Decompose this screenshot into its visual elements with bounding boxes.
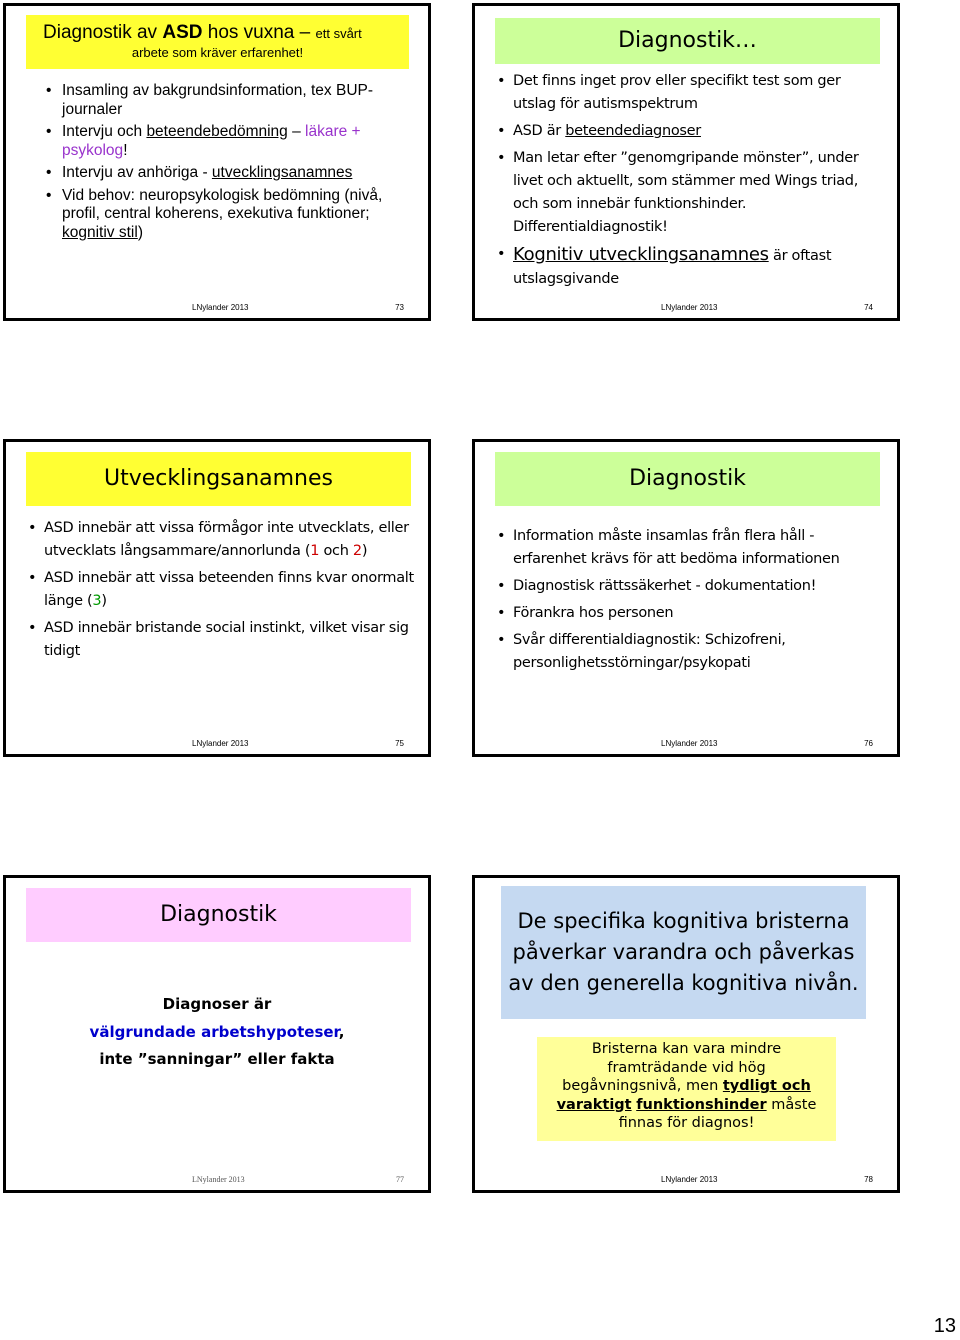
list-item: • Insamling av bakgrundsinformation, tex BUP-journaler <box>46 82 374 118</box>
slide-title <box>26 888 411 942</box>
slide-title <box>26 452 411 506</box>
list-item: • ASD är beteendediagnoser <box>497 123 701 139</box>
title-text: De specifika kognitiva bristerna påverkar varandra och påverkas av den generella kognitiva nivån. <box>508 909 859 995</box>
slide-76 <box>472 439 900 757</box>
bullet-list <box>44 82 394 246</box>
slide-number: 74 <box>864 303 873 312</box>
footer-author: LNylander 2013 <box>661 1175 718 1184</box>
title-prefix: Diagnostik av <box>43 22 163 43</box>
slide-title <box>495 18 880 64</box>
title-text: Diagnostik… <box>618 28 757 53</box>
title-line2: arbete som kräver erfarenhet! <box>131 45 304 60</box>
list-item: • ASD innebär bristande social instinkt, vilket visar sig tidigt <box>28 620 409 659</box>
list-item: • Det finns inget prov eller specifikt test som ger utslag för autismspektrum <box>497 73 841 112</box>
title-dash: – <box>294 22 316 43</box>
footer-author: LNylander 2013 <box>192 303 249 312</box>
note-box: Bristerna kan vara mindre framträdande vid hög begåvningsnivå, men tydligt och varaktigt funktionshinder måste finnas för diagnos! <box>537 1037 836 1141</box>
footer-author: LNylander 2013 <box>192 739 249 748</box>
list-item: • ASD innebär att vissa förmågor inte utvecklats, eller utvecklats långsammare/annorlunda (1 och 2) <box>28 520 409 559</box>
slide-title <box>26 15 409 69</box>
slide-73 <box>3 3 431 321</box>
slide-74 <box>472 3 900 321</box>
footer-author: LNylander 2013 <box>661 739 718 748</box>
title-text: Diagnostik <box>629 466 746 491</box>
statement-line-3: inte ”sanningar” eller fakta <box>99 1050 335 1068</box>
statement <box>6 991 428 1074</box>
list-item: • Svår differentialdiagnostik: Schizofreni, personlighetsstörningar/psykopati <box>497 632 786 671</box>
list-item: • Vid behov: neuropsykologisk bedömning (nivå, profil, central koherens, exekutiva funktioner; kognitiv stil) <box>46 186 383 241</box>
footer-author: LNylander 2013 <box>192 1175 245 1184</box>
title-small: ett svårt <box>315 26 362 41</box>
title-text: Utvecklingsanamnes <box>104 466 333 491</box>
slide-77 <box>3 875 431 1193</box>
slide-78 <box>472 875 900 1193</box>
slide-number: 73 <box>395 303 404 312</box>
slide-number: 77 <box>396 1175 404 1184</box>
page-number: 13 <box>933 1315 956 1337</box>
title-text: Diagnostik <box>160 902 277 927</box>
slide-75 <box>3 439 431 757</box>
list-item: • Förankra hos personen <box>497 605 674 621</box>
slide-number: 78 <box>864 1175 873 1184</box>
bullet-list <box>495 70 885 295</box>
slide-number: 76 <box>864 739 873 748</box>
list-item: • Diagnostisk rättssäkerhet - dokumentation! <box>497 578 817 594</box>
slide-title <box>495 452 880 506</box>
slide-number: 75 <box>395 739 404 748</box>
bullet-list <box>495 525 885 679</box>
statement-line-1: Diagnoser är <box>162 995 272 1013</box>
title-mid: hos vuxna <box>202 22 295 43</box>
list-item: • Intervju och beteendebedömning – läkare + psykolog! <box>46 123 361 159</box>
list-item: • Information måste insamlas från flera håll - erfarenhet krävs för att bedöma informationen <box>497 528 840 567</box>
bullet-list <box>26 517 416 667</box>
list-item: • Kognitiv utvecklingsanamnes är oftast utslagsgivande <box>497 244 832 287</box>
list-item: • Man letar efter ”genomgripande mönster”, under livet och aktuellt, som stämmer med Wings triad, och som innebär funktionshinder. Differentialdiagnostik! <box>497 150 859 235</box>
list-item: • ASD innebär att vissa beteenden finns kvar onormalt länge (3) <box>28 570 414 609</box>
list-item: • Intervju av anhöriga - utvecklingsanamnes <box>46 164 353 181</box>
statement-line-2: välgrundade arbetshypoteser, <box>89 1022 345 1041</box>
title-bold: ASD <box>162 22 203 43</box>
slide-title <box>501 886 866 1019</box>
footer-author: LNylander 2013 <box>661 303 718 312</box>
